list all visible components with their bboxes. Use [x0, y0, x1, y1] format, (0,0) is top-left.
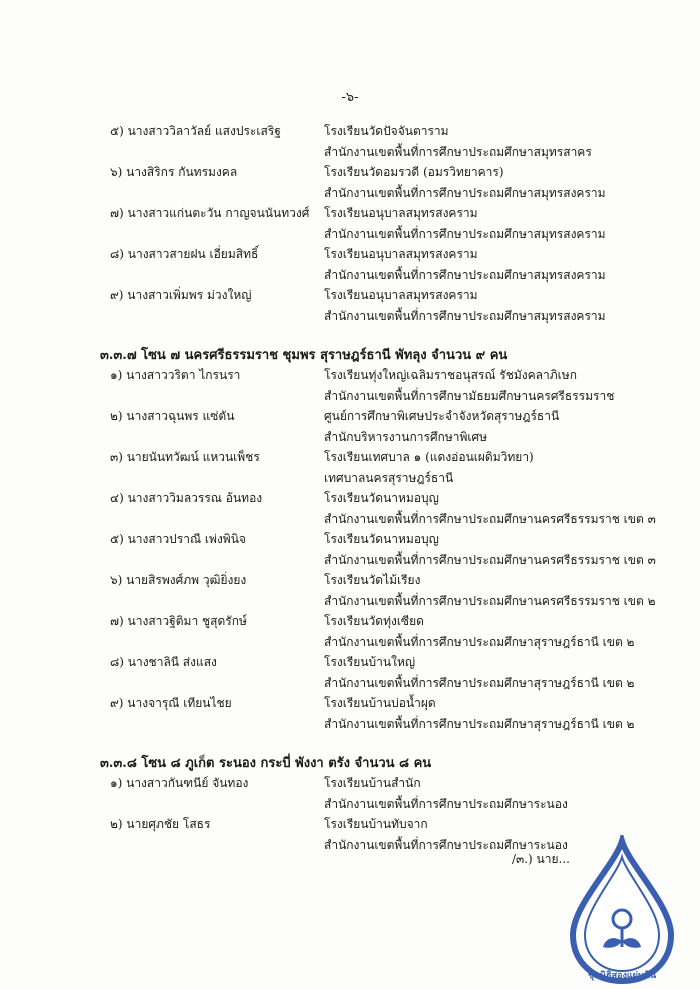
person-name: ๔) นางสาววิมลวรรณ อ้นทอง [110, 491, 263, 505]
logo-text: ชุมนิธิสองแผ่นดิน [587, 971, 657, 981]
office-name: สำนักงานเขตพื้นที่การศึกษาประถมศึกษาระนอง [324, 797, 568, 811]
person-name: ๗) นางสาวแก่นตะวัน กาญจนนันทวงศ์ [110, 206, 310, 220]
office-name: สำนักงานเขตพื้นที่การศึกษาประถมศึกษาสมุทรสาคร [324, 145, 592, 159]
person-name: ๘) นางสาวสายฝน เอี่ยมสิทธิ์ [110, 247, 259, 261]
school-name: โรงเรียนวัดนาหมอบุญ [324, 532, 439, 546]
office-name: สำนักบริหารงานการศึกษาพิเศษ [324, 430, 488, 444]
school-name: โรงเรียนวัดไม้เรียง [324, 573, 421, 587]
school-name: โรงเรียนวัดอมรวดี (อมรวิทยาคาร) [324, 165, 504, 179]
person-name: ๙) นางจารุณี เทียนไชย [110, 696, 232, 710]
person-name: ๓) นายนันทวัฒน์ แหวนเพ็ชร [110, 450, 260, 464]
office-name: สำนักงานเขตพื้นที่การศึกษาประถมศึกษาสมุทรสงคราม [324, 186, 606, 200]
person-name: ๖) นายสิรพงศ์ภพ วุฒิยิ่งยง [110, 573, 247, 587]
person-name: ๑) นางสาววริตา ไกรนรา [110, 368, 241, 382]
office-name: เทศบาลนครสุราษฎร์ธานี [324, 471, 454, 485]
person-name: ๘) นางชาลินี ส่งแสง [110, 655, 217, 669]
person-name: ๒) นายศุภชัย โสธร [110, 817, 211, 831]
school-name: โรงเรียนอนุบาลสมุทรสงคราม [324, 247, 478, 261]
school-name: โรงเรียนบ้านใหญ่ [324, 655, 416, 669]
person-name: ๕) นางสาวปราณี เพ่งพินิจ [110, 532, 246, 546]
person-name: ๙) นางสาวเพิ่มพร ม่วงใหญ่ [110, 288, 252, 302]
page-number: -๖- [341, 90, 359, 105]
water-drop-logo-icon [555, 835, 690, 985]
section-heading: ๓.๓.๗ โซน ๗ นครศรีธรรมราช ชุมพร สุราษฎร์ธานี พัทลุง จำนวน ๙ คน [100, 348, 508, 363]
school-name: โรงเรียนวัดนาหมอบุญ [324, 491, 439, 505]
person-name: ๖) นางสิริกร กันทรมงคล [110, 165, 238, 179]
school-name: โรงเรียนบ้านสำนัก [324, 776, 421, 790]
school-name: โรงเรียนเทศบาล ๑ (แดงอ่อนเผดิมวิทยา) [324, 450, 534, 464]
office-name: สำนักงานเขตพื้นที่การศึกษาประถมศึกษานครศรีธรรมราช เขต ๒ [324, 594, 656, 608]
school-name: โรงเรียนวัดทุ่งเซียด [324, 614, 424, 628]
school-name: ศูนย์การศึกษาพิเศษประจำจังหวัดสุราษฎร์ธานี [324, 409, 560, 423]
office-name: สำนักงานเขตพื้นที่การศึกษาประถมศึกษาระนอง [324, 838, 568, 852]
person-name: ๒) นางสาวฉุนพร แซ่ตัน [110, 409, 235, 423]
office-name: สำนักงานเขตพื้นที่การศึกษาประถมศึกษาสมุทรสงคราม [324, 227, 606, 241]
office-name: สำนักงานเขตพื้นที่การศึกษาประถมศึกษาสมุทรสงคราม [324, 309, 606, 323]
office-name: สำนักงานเขตพื้นที่การศึกษาประถมศึกษาสุราษฎร์ธานี เขต ๒ [324, 635, 635, 649]
school-name: โรงเรียนวัดปัจจันตาราม [324, 124, 449, 138]
continuation-marker: /๓.) นาย... [512, 852, 570, 866]
office-name: สำนักงานเขตพื้นที่การศึกษาประถมศึกษานครศรีธรรมราช เขต ๓ [324, 553, 656, 567]
school-name: โรงเรียนบ้านบ่อน้ำผุด [324, 696, 436, 710]
school-name: โรงเรียนอนุบาลสมุทรสงคราม [324, 288, 478, 302]
office-name: สำนักงานเขตพื้นที่การศึกษามัธยมศึกษานครศรีธรรมราช [324, 389, 615, 403]
section-heading: ๓.๓.๘ โซน ๘ ภูเก็ต ระนอง กระบี่ พังงา ตรัง จำนวน ๘ คน [100, 756, 432, 771]
office-name: สำนักงานเขตพื้นที่การศึกษาประถมศึกษาสุราษฎร์ธานี เขต ๒ [324, 717, 635, 731]
school-name: โรงเรียนบ้านทับจาก [324, 817, 428, 831]
person-name: ๕) นางสาววิลาวัลย์ แสงประเสริฐ [110, 124, 281, 138]
office-name: สำนักงานเขตพื้นที่การศึกษาประถมศึกษาสมุทรสงคราม [324, 268, 606, 282]
person-name: ๗) นางสาวฐิติมา ชูสุดรักษ์ [110, 614, 247, 628]
person-name: ๑) นางสาวกันฑนีย์ จันทอง [110, 776, 249, 790]
office-name: สำนักงานเขตพื้นที่การศึกษาประถมศึกษาสุราษฎร์ธานี เขต ๒ [324, 676, 635, 690]
school-name: โรงเรียนอนุบาลสมุทรสงคราม [324, 206, 478, 220]
school-name: โรงเรียนทุ่งใหญ่เฉลิมราชอนุสรณ์ รัชมังคลาภิเษก [324, 368, 577, 382]
office-name: สำนักงานเขตพื้นที่การศึกษาประถมศึกษานครศรีธรรมราช เขต ๓ [324, 512, 656, 526]
